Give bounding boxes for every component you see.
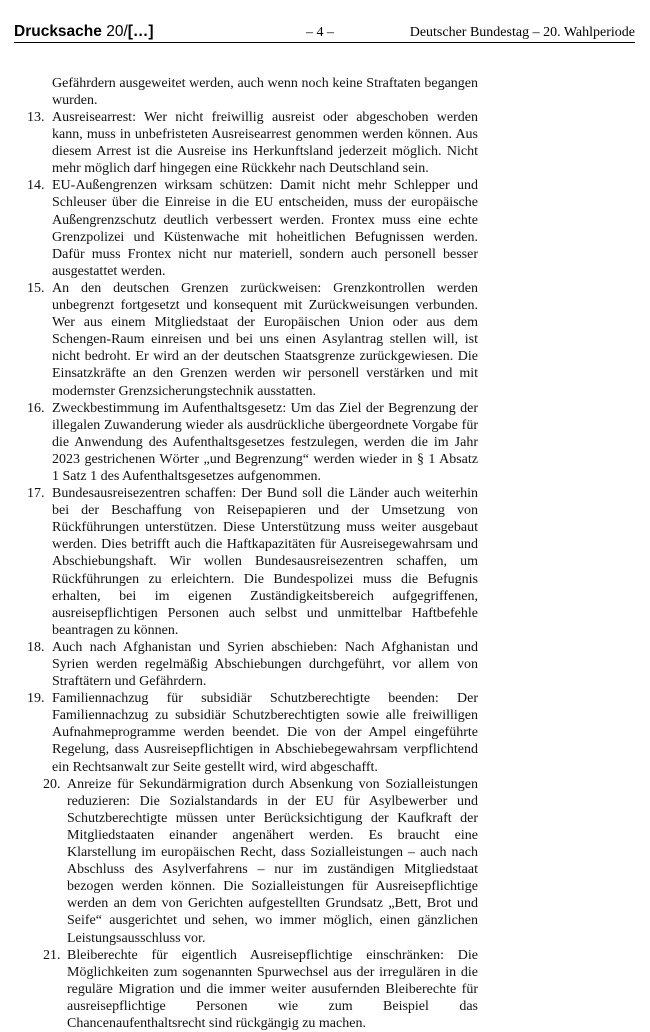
doc-number-prefix: 20/ <box>106 23 128 40</box>
list-item-text: Bleiberechte für eigentlich Ausreisepflichtige einschränken: Die Möglichkeiten zum sogenannten Spurwechsel aus der irregulären in die reguläre Migration und die immer weiter ausufernden Bleiberechte für ausreisepflichtige Personen wie zum Beispiel das Chancenaufenthaltsrecht sind rückgängig zu machen. <box>67 947 478 1031</box>
continuation-paragraph: Gefährdern ausgeweitet werden, auch wenn noch keine Straftaten begangen wurden. <box>52 76 478 109</box>
page-number: – 4 – <box>306 25 334 40</box>
list-item-number: 16. <box>27 400 45 416</box>
list-item-text: Anreize für Sekundärmigration durch Absenkung von Sozialleistungen reduzieren: Die Sozialstandards in der EU für Asylbewerber und Schutzberechtigte müssen unter Berücksichtigung der Kaufkraft der Mitgliedstaaten einander angenähert werden. Es braucht eine Klarstellung im europäischen Recht, dass Sozialleistungen – auch nach Abschluss des Asylverfahrens – nur im zuständigen Mitgliedstaat bezogen werden können. Die Sozialleistungen für Ausreisepflichtige werden an dem von Gerichten aufgestellten Grundsatz „Bett, Brot und Seife“ ausgerichtet und sehen, wo immer möglich, einen gänzlichen Leistungsausschluss vor. <box>67 776 478 946</box>
list-item-number: 14. <box>27 178 45 194</box>
list-item-text: Bundesausreisezentren schaffen: Der Bund soll die Länder auch weiterhin bei der Beschaffung von Reisepapieren und der Umsetzung von Rückführungen unterstützen. Diese Unterstützung muss weiter ausgebaut werden. Dies betrifft auch die Haftkapazitäten für Ausreisegewahrsam und Abschiebungshaft. Wir wollen Bundesausreisezentren schaffen, um Rückführungen zu erleichtern. Die Bundespolizei muss die Befugnis erhalten, bei im eigenen Zuständigkeitsbereich aufgegriffenen, ausreisepflichtigen Personen auch selbst und unmittelbar Haftbefehle beantragen zu können. <box>52 486 478 638</box>
list-item-text: Auch nach Afghanistan und Syrien abschieben: Nach Afghanistan und Syrien werden regelmäßig Abschiebungen durchgeführt, vor allem von Straftätern und Gefährdern. <box>52 639 478 690</box>
list-item-number: 15. <box>27 280 45 296</box>
list-item <box>27 485 478 639</box>
list-item-number: 21. <box>43 947 61 963</box>
list-item-number: 13. <box>27 110 45 125</box>
list-item <box>27 109 478 177</box>
list-item-number: 20. <box>43 776 61 792</box>
doc-label: Drucksache <box>14 23 102 40</box>
list-item-text: An den deutschen Grenzen zurückweisen: Grenzkontrollen werden unbegrenzt fortgesetzt und konsequent mit Zurückweisungen verbunden. Wer aus einem Mitgliedstaat der Europäischen Union oder aus dem Schengen-Raum einreisen und bei uns einen Asylantrag stellen will, ist nicht bedroht. Er wird an der deutschen Staatsgrenze zurückgewiesen. Die Einsatzkräfte an den Grenzen werden wir personell verstärken und mit modernster Grenzsicherungstechnik ausstatten. <box>52 280 478 399</box>
institution-label: Deutscher Bundestag – 20. Wahlperiode <box>409 25 635 40</box>
list-item <box>27 400 478 485</box>
list-item-number: 17. <box>27 486 45 502</box>
list-item <box>43 776 478 947</box>
page-header <box>14 22 635 43</box>
list-item <box>27 280 478 400</box>
document-number <box>14 22 154 42</box>
list-item-number: 18. <box>27 639 45 655</box>
list-item-text: EU-Außengrenzen wirksam schützen: Damit nicht mehr Schlepper und Schleuser über die Einreise in die EU entscheiden, muss der europäische Außengrenzschutz deutlich verbessert werden. Frontex muss eine echte Grenzpolizei und Küstenwache mit hoheitlichen Befugnissen werden. Dafür muss Frontex nicht nur materiell, sondern auch personell besser ausgestattet werden. <box>52 178 478 279</box>
list-item <box>27 690 478 775</box>
doc-number-placeholder: […] <box>127 23 154 40</box>
numbered-list <box>0 109 650 1032</box>
list-item-text: Ausreisearrest: Wer nicht freiwillig ausreist oder abgeschoben werden kann, muss in unbefristeten Ausreisearrest genommen werden können. Aus diesem Arrest ist die Ausreise ins Herkunftsland jederzeit möglich. Nicht mehr möglich darf hingegen eine Rückkehr nach Deutschland sein. <box>52 110 478 177</box>
list-item <box>27 177 478 280</box>
list-item-text: Zweckbestimmung im Aufenthaltsgesetz: Um das Ziel der Begrenzung der illegalen Zuwanderung wieder als ausdrückliche übergeordnete Vorgabe für die Anwendung des Aufenthaltsgesetzes festzulegen, werden die im Jahr 2023 gestrichenen Wörter „und Begrenzung“ werden wieder in § 1 Absatz 1 Satz 1 des Aufenthaltsgesetzes aufgenommen. <box>52 400 478 484</box>
list-item <box>27 639 478 690</box>
list-item <box>43 947 478 1032</box>
list-item-text: Familiennachzug für subsidiär Schutzberechtigte beenden: Der Familiennachzug zu subsidiär Schutzberechtigten sowie alle freiwilligen Aufnahmeprogramme werden beendet. Die von der Ampel eingeführte Regelung, dass Ausreisepflichtigen in Abschiebegewahrsam verpflichtend ein Rechtsanwalt zur Seite gestellt wird, wird abgeschafft. <box>52 691 478 775</box>
list-item-number: 19. <box>27 691 45 707</box>
